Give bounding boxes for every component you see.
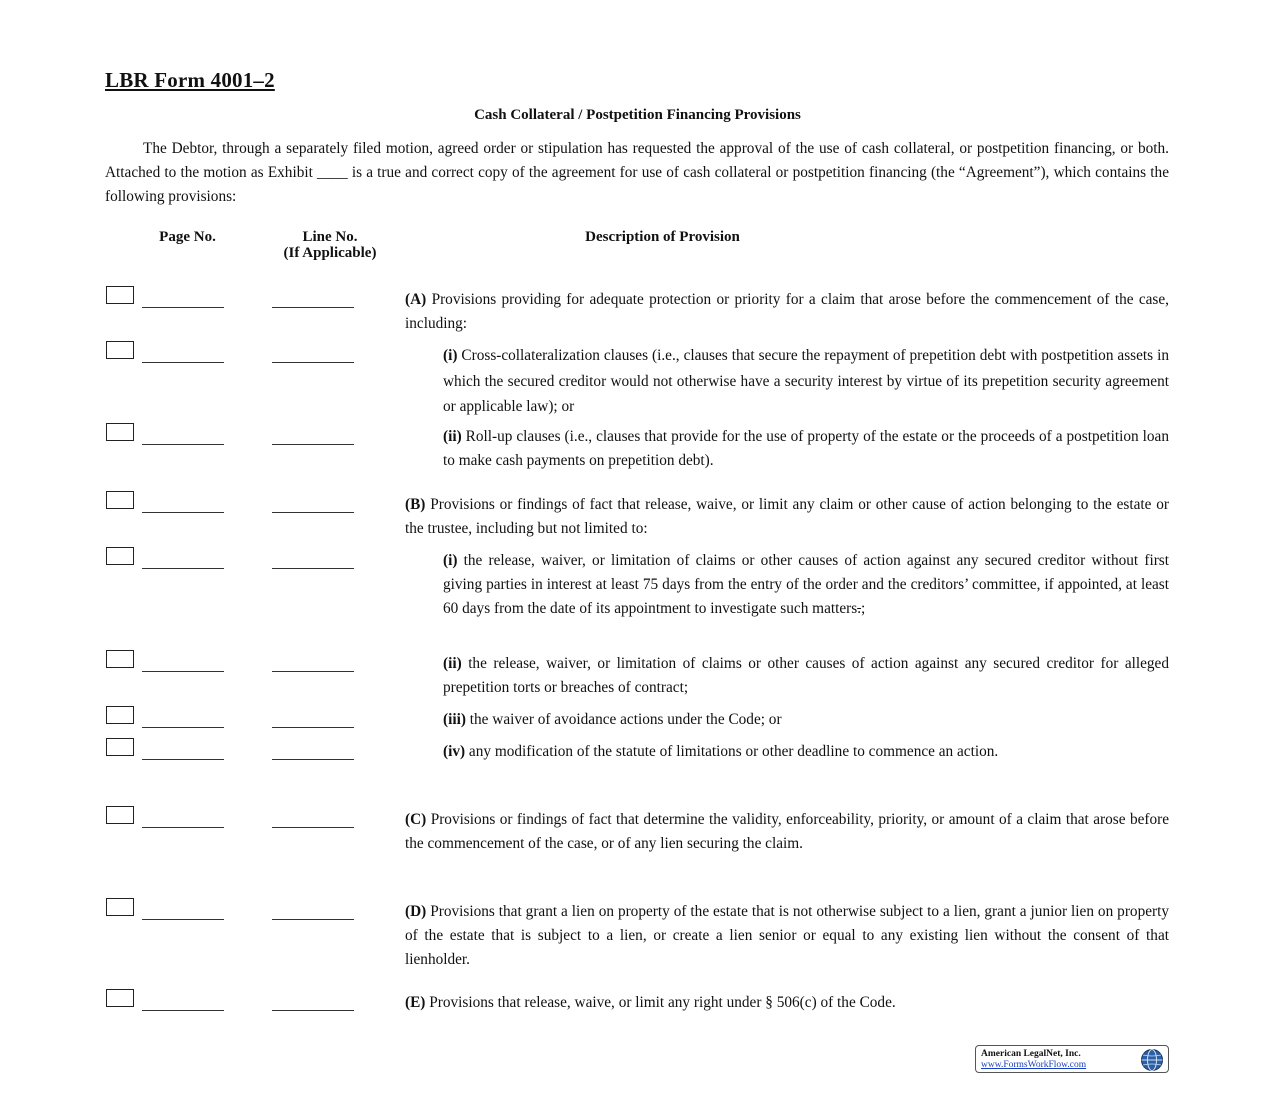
provision-label: (iv) bbox=[443, 743, 466, 760]
provision-a-i-line-no-field[interactable] bbox=[272, 362, 354, 363]
provision-b-iii-page-no-field[interactable] bbox=[142, 727, 224, 728]
provision-b-iv-line-no-field[interactable] bbox=[272, 759, 354, 760]
provision-a-page-no-field[interactable] bbox=[142, 307, 224, 308]
provision-e-line-no-field[interactable] bbox=[272, 1010, 354, 1011]
provision-text: the release, waiver, or limitation of claims or other causes of action against any secured creditor for alleged prepetition torts or breaches of contract; bbox=[443, 655, 1169, 696]
header-page-no: Page No. bbox=[159, 229, 216, 245]
provision-text: Provisions or findings of fact that determine the validity, enforceability, priority, or amount of a claim that arose before the commencement of the case, or of any lien securing the claim. bbox=[405, 811, 1170, 852]
provision-label: (ii) bbox=[443, 655, 462, 672]
globe-icon bbox=[1140, 1048, 1164, 1072]
provision-b-iv-checkbox[interactable] bbox=[106, 738, 134, 756]
provision-b-checkbox[interactable] bbox=[106, 491, 134, 509]
provision-a-checkbox[interactable] bbox=[106, 286, 134, 304]
provision-text: the release, waiver, or limitation of claims or other causes of action against any secured creditor without first giving parties in interest at least 75 days from the entry of the order and the creditors’ committee, if appointed, at least 60 days from the date of its appointment to investigate such matters bbox=[443, 552, 1169, 617]
provision-b-ii-page-no-field[interactable] bbox=[142, 671, 224, 672]
provision-b-iv-page-no-field[interactable] bbox=[142, 759, 224, 760]
logo-url-link[interactable]: www.FormsWorkFlow.com bbox=[981, 1060, 1087, 1070]
provision-b-iii-line-no-field[interactable] bbox=[272, 727, 354, 728]
provision-b-page-no-field[interactable] bbox=[142, 512, 224, 513]
header-line-no bbox=[245, 229, 415, 261]
provision-b-iii-checkbox[interactable] bbox=[106, 706, 134, 724]
provision-b-i-checkbox[interactable] bbox=[106, 547, 134, 565]
provision-text: Provisions or findings of fact that release, waive, or limit any claim or other cause of action belonging to the estate or the trustee, including but not limited to: bbox=[405, 496, 1170, 537]
provision-text-tail: ; bbox=[861, 600, 866, 617]
provision-text: Provisions providing for adequate protection or priority for a claim that arose before the commencement of the case, including: bbox=[405, 291, 1169, 332]
header-description: Description of Provision bbox=[585, 229, 740, 245]
form-subtitle: Cash Collateral / Postpetition Financing Provisions bbox=[474, 107, 801, 123]
provision-e-page-no-field[interactable] bbox=[142, 1010, 224, 1011]
provision-label: (i) bbox=[443, 552, 458, 569]
provision-a-line-no-field[interactable] bbox=[272, 307, 354, 308]
provision-a-i bbox=[443, 343, 1169, 420]
provision-a-ii-line-no-field[interactable] bbox=[272, 444, 354, 445]
provision-b-ii-line-no-field[interactable] bbox=[272, 671, 354, 672]
provision-d-page-no-field[interactable] bbox=[142, 919, 224, 920]
provision-b-i-page-no-field[interactable] bbox=[142, 568, 224, 569]
provision-label: (iii) bbox=[443, 711, 466, 728]
provision-d bbox=[405, 900, 1169, 972]
provision-text: Provisions that grant a lien on property of the estate that is not otherwise subject to a lien, grant a junior lien on property of the estate that is subject to a lien, or create a lien senior or equal to any existing lien without the consent of that lienholder. bbox=[405, 903, 1170, 968]
provision-label: (D) bbox=[405, 903, 427, 920]
provision-b-i-line-no-field[interactable] bbox=[272, 568, 354, 569]
provision-c-page-no-field[interactable] bbox=[142, 827, 224, 828]
provision-a-ii bbox=[443, 425, 1169, 473]
header-line-no-sub: (If Applicable) bbox=[283, 245, 377, 261]
provision-b-i bbox=[443, 549, 1169, 621]
provision-a-ii-page-no-field[interactable] bbox=[142, 444, 224, 445]
provision-b-line-no-field[interactable] bbox=[272, 512, 354, 513]
provision-d-checkbox[interactable] bbox=[106, 898, 134, 916]
provision-b-iv bbox=[443, 740, 1169, 764]
logo-company-name: American LegalNet, Inc. bbox=[981, 1049, 1081, 1059]
intro-paragraph: The Debtor, through a separately filed motion, agreed order or stipulation has requested the approval of the use of cash collateral, or postpetition financing, or both. Attached to the motion as Exhibit ____ is a true and correct copy of the agreement for use of cash collateral or postpetition financing (the “Agreement”), which contains the following provisions: bbox=[105, 140, 1169, 205]
provision-struck-text: . bbox=[857, 600, 862, 617]
provision-e-checkbox[interactable] bbox=[106, 989, 134, 1007]
provision-text: Roll-up clauses (i.e., clauses that provide for the use of property of the estate or the proceeds of a postpetition loan to make cash payments on prepetition debt). bbox=[443, 428, 1169, 469]
provision-c-checkbox[interactable] bbox=[106, 806, 134, 824]
provision-label: (ii) bbox=[443, 428, 462, 445]
provision-text: any modification of the statute of limitations or other deadline to commence an action. bbox=[468, 743, 999, 760]
form-title: LBR Form 4001–2 bbox=[105, 68, 275, 92]
provision-b-ii-checkbox[interactable] bbox=[106, 650, 134, 668]
provision-c-line-no-field[interactable] bbox=[272, 827, 354, 828]
provision-label: (C) bbox=[405, 811, 427, 828]
provision-a bbox=[405, 288, 1169, 336]
provision-b bbox=[405, 493, 1169, 541]
provision-text: Provisions that release, waive, or limit any right under § 506(c) of the Code. bbox=[429, 994, 896, 1011]
provision-label: (B) bbox=[405, 496, 426, 513]
provision-d-line-no-field[interactable] bbox=[272, 919, 354, 920]
header-line-no-label: Line No. bbox=[302, 229, 358, 245]
provision-label: (A) bbox=[405, 291, 427, 308]
american-legalnet-logo[interactable] bbox=[975, 1045, 1169, 1073]
provision-e bbox=[405, 991, 1169, 1015]
provision-label: (E) bbox=[405, 994, 426, 1011]
provision-label: (i) bbox=[443, 347, 458, 364]
provision-c bbox=[405, 808, 1169, 856]
provision-text: the waiver of avoidance actions under the Code; or bbox=[469, 711, 782, 728]
provision-a-i-page-no-field[interactable] bbox=[142, 362, 224, 363]
provision-a-ii-checkbox[interactable] bbox=[106, 423, 134, 441]
provision-a-i-checkbox[interactable] bbox=[106, 341, 134, 359]
provision-b-iii bbox=[443, 708, 1169, 732]
provision-text: Cross-collateralization clauses (i.e., clauses that secure the repayment of prepetition debt with postpetition assets in which the secured creditor would not otherwise have a security interest by virtue of its prepetition security agreement or applicable law); or bbox=[443, 347, 1169, 415]
provision-b-ii bbox=[443, 652, 1169, 700]
